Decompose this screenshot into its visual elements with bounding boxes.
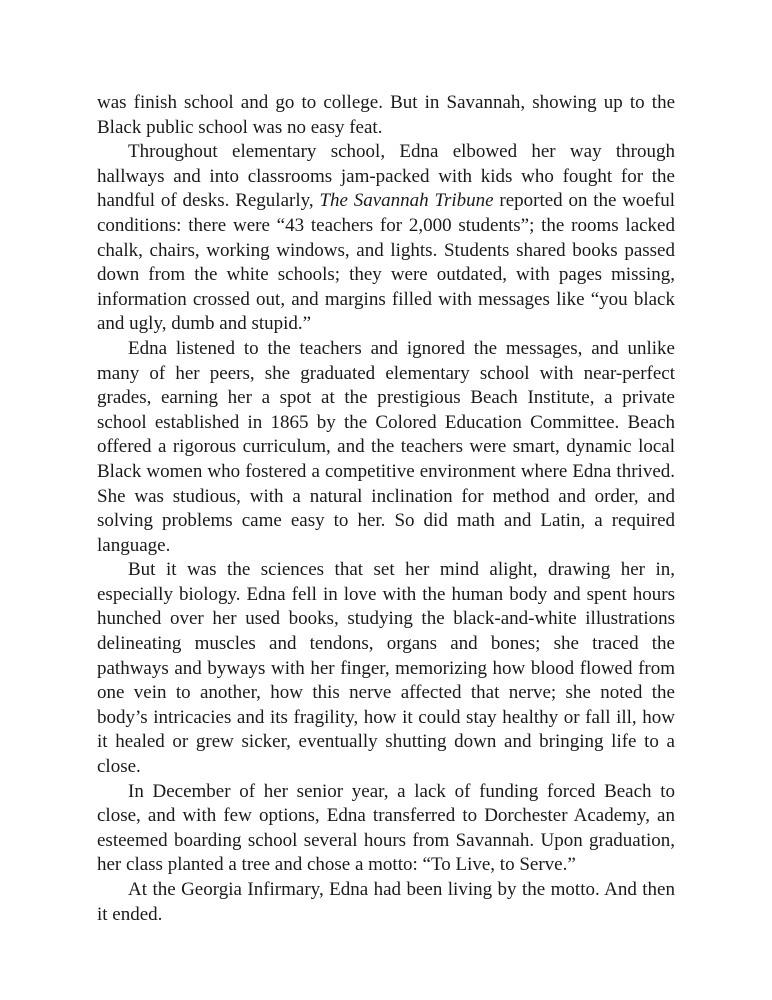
paragraph: [97, 558, 675, 779]
paragraph: [97, 140, 675, 337]
paragraph-text: reported on the woeful conditions: there were “43 teachers for 2,000 students”; the rooms lacked chalk, chairs, working windows, and lights. Students shared books passed down from the white schools; they were outdated, with pages missing, information crossed out, and margins filled with messages like “you black and ugly, dumb and stupid.”: [97, 190, 675, 335]
paragraph-text: In December of her senior year, a lack of funding forced Beach to close, and with few options, Edna transferred to Dorchester Academy, an esteemed boarding school several hours from Savannah. Upon graduation, her class planted a tree and chose a motto: “To Live, to Serve.”: [97, 780, 675, 876]
paragraph-text: Edna listened to the teachers and ignored the messages, and unlike many of her peers, she graduated elementary school with near-perfect grades, earning her a spot at the prestigious Beach Institute, a private school established in 1865 by the Colored Education Committee. Beach offered a rigorous curriculum, and the teachers were smart, dynamic local Black women who fostered a competitive environment where Edna thrived. She was studious, with a natural inclination for method and order, and solving problems came easy to her. So did math and Latin, a required language.: [97, 337, 675, 556]
paragraph: [97, 780, 675, 878]
paragraph: [97, 91, 675, 140]
paragraph-text: At the Georgia Infirmary, Edna had been living by the motto. And then it ended.: [97, 879, 675, 925]
page-body: [97, 91, 675, 927]
paragraph: [97, 878, 675, 927]
paragraph-text: was finish school and go to college. But in Savannah, showing up to the Black public school was no easy feat.: [97, 92, 675, 138]
paragraph-text: Throughout elementary school, Edna elbowed her way through hallways and into classrooms jam-packed with kids who fought for the handful of desks. Regularly,: [97, 141, 675, 212]
paragraph-text: But it was the sciences that set her mind alight, drawing her in, especially biology. Edna fell in love with the human body and spent hours hunched over her used books, studying the black-and-white illustrations delineating muscles and tendons, organs and bones; she traced the pathways and byways with her finger, memorizing how blood flowed from one vein to another, how this nerve affected that nerve; she noted the body’s intricacies and its fragility, how it could stay healthy or fall ill, how it healed or grew sicker, eventually shutting down and bringing life to a close.: [97, 559, 675, 778]
newspaper-title: The Savannah Tribune: [319, 190, 494, 212]
paragraph: [97, 337, 675, 558]
